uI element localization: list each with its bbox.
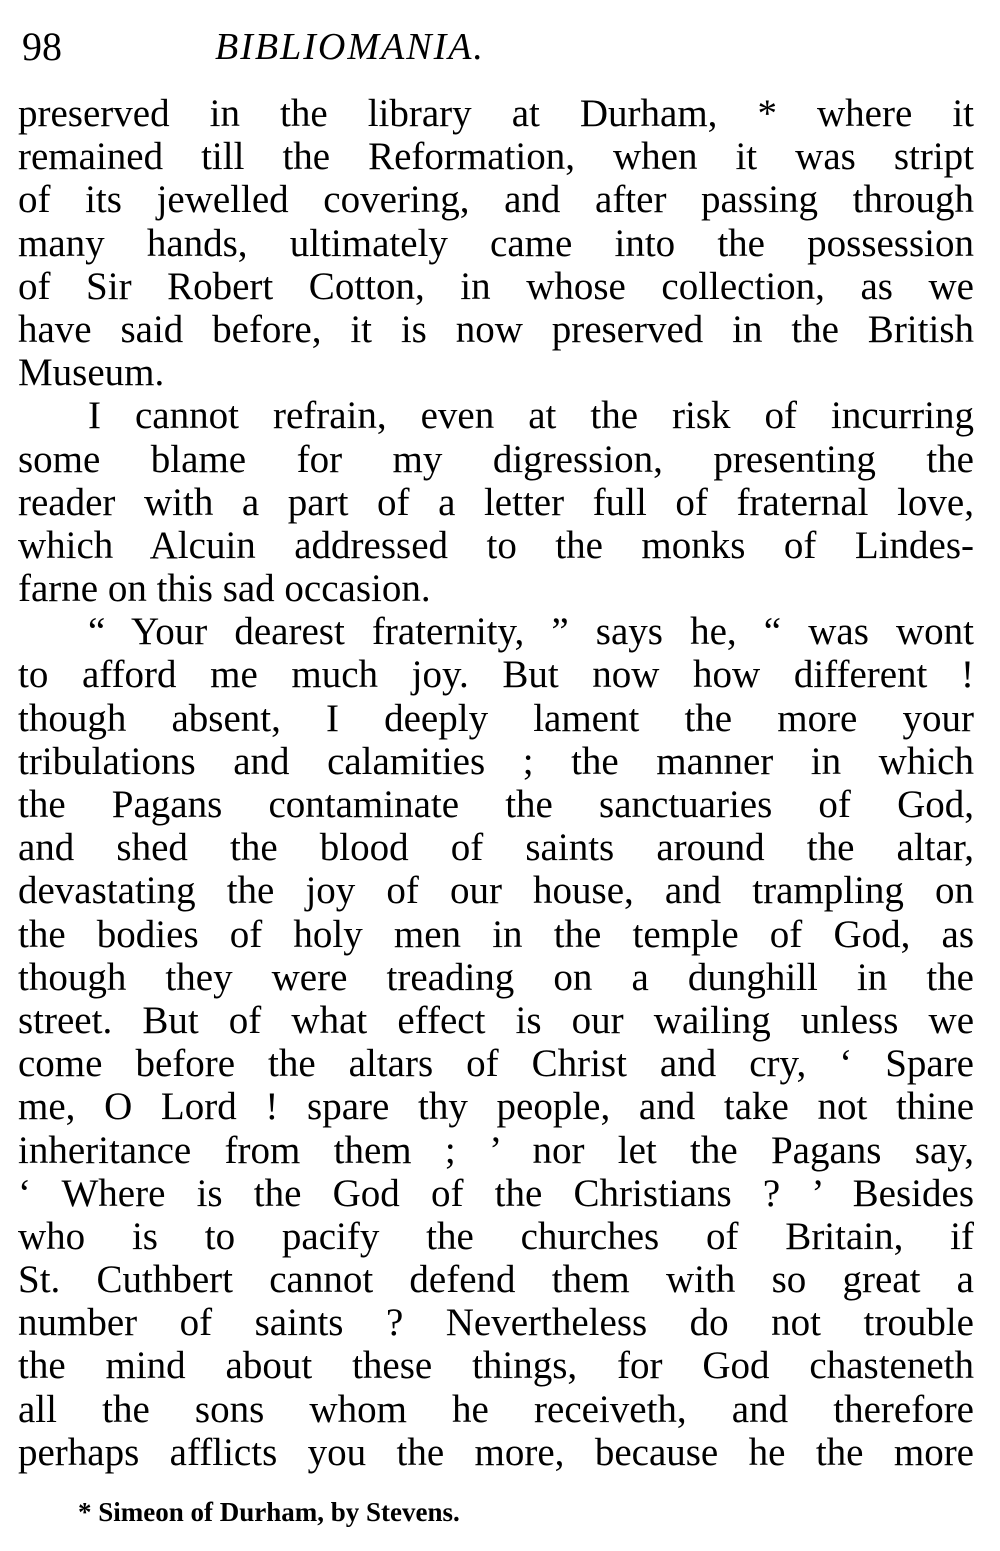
text-line-10: reader with a part of a letter full of fraternal love, bbox=[18, 480, 974, 524]
text-line-15: though absent, I deeply lament the more your bbox=[18, 696, 974, 740]
text-line-12: farne on this sad occasion. bbox=[18, 567, 431, 611]
running-title: BIBLIOMANIA. bbox=[215, 26, 485, 68]
text-line-1: preserved in the library at Durham, * where it bbox=[18, 92, 974, 135]
text-line-28: St. Cuthbert cannot defend them with so great a bbox=[18, 1258, 974, 1302]
text-line-5: of Sir Robert Cotton, in whose collection, as we bbox=[18, 264, 974, 308]
text-line-31: all the sons whom he receiveth, and therefore bbox=[18, 1387, 974, 1431]
text-line-27: who is to pacify the churches of Britain, if bbox=[18, 1214, 974, 1258]
text-line-29: number of saints ? Nevertheless do not trouble bbox=[18, 1301, 974, 1345]
text-line-2: remained till the Reformation, when it was stript bbox=[18, 135, 974, 179]
text-line-4: many hands, ultimately came into the possession bbox=[18, 221, 974, 265]
text-line-26: ‘ Where is the God of the Christians ? ’ Besides bbox=[18, 1171, 974, 1215]
text-line-18: and shed the blood of saints around the altar, bbox=[18, 826, 974, 870]
text-line-32: perhaps afflicts you the more, because he the more bbox=[18, 1430, 974, 1474]
text-line-17: the Pagans contaminate the sanctuaries of God, bbox=[18, 783, 974, 826]
text-line-19: devastating the joy of our house, and trampling on bbox=[18, 869, 974, 913]
text-line-13: “ Your dearest fraternity, ” says he, “ was wont bbox=[88, 610, 974, 654]
footnote: * Simeon of Durham, by Stevens. bbox=[78, 1497, 460, 1527]
text-line-3: of its jewelled covering, and after passing through bbox=[18, 178, 974, 222]
text-line-7: Museum. bbox=[18, 351, 165, 395]
text-line-16: tribulations and calamities ; the manner in which bbox=[18, 739, 974, 783]
text-line-11: which Alcuin addressed to the monks of Lindes- bbox=[18, 523, 974, 567]
body-text bbox=[18, 92, 974, 1474]
text-line-30: the mind about these things, for God chasteneth bbox=[18, 1344, 974, 1388]
text-line-20: the bodies of holy men in the temple of God, as bbox=[18, 912, 974, 956]
text-line-21: though they were treading on a dunghill in the bbox=[18, 955, 974, 999]
running-head bbox=[20, 22, 980, 72]
text-line-8: I cannot refrain, even at the risk of incurring bbox=[88, 394, 974, 438]
text-line-25: inheritance from them ; ’ nor let the Pagans say, bbox=[18, 1128, 974, 1172]
text-line-22: street. But of what effect is our wailing unless we bbox=[18, 998, 974, 1042]
text-line-23: come before the altars of Christ and cry, ‘ Spare bbox=[18, 1042, 974, 1086]
page-number: 98 bbox=[22, 24, 62, 69]
text-line-14: to afford me much joy. But now how different ! bbox=[18, 653, 974, 697]
text-line-24: me, O Lord ! spare thy people, and take not thine bbox=[18, 1085, 974, 1129]
text-line-9: some blame for my digression, presenting the bbox=[18, 437, 974, 481]
text-line-6: have said before, it is now preserved in the British bbox=[18, 307, 974, 351]
